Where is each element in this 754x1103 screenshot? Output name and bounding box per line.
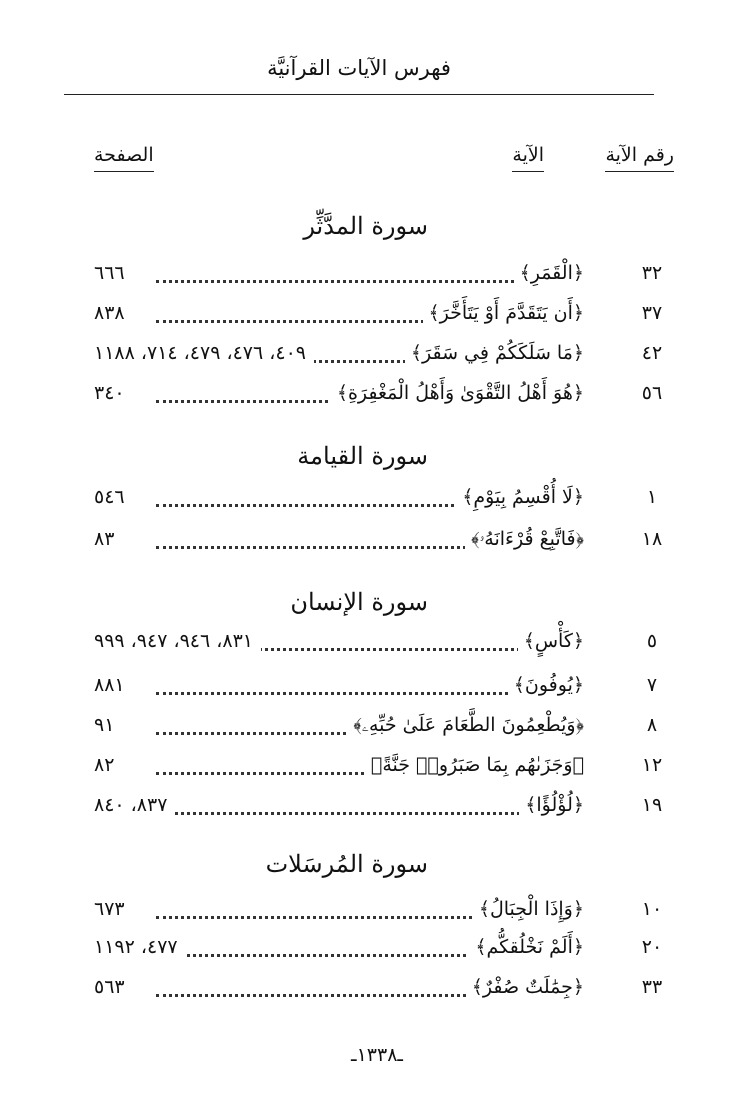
index-row (94, 528, 672, 558)
page-references: ٨٢ (94, 754, 122, 776)
verse-number: ٣٣ (641, 976, 663, 998)
index-row (94, 898, 672, 928)
column-header-verse-number: رقم الآية (605, 144, 674, 172)
page-number: ـ١٣٣٨ـ (351, 1044, 403, 1066)
index-row (94, 382, 672, 412)
verse-text: ﴿فَاتَّبِعْ قُرْءَانَهُۥ﴾ (465, 528, 584, 550)
verse-text: ﴿هُوَ أَهْلُ التَّقْوَىٰ وَأَهْلُ الْمَغْفِرَةِ﴾ (331, 382, 584, 404)
dot-leader (156, 692, 562, 695)
verse-text: ﴿كَأْسٍ﴾ (518, 630, 584, 652)
column-header-verse: الآية (512, 144, 544, 172)
surah-title: سورة المُرسَلات (265, 850, 428, 878)
verse-number: ٨ (646, 714, 658, 736)
index-row (94, 630, 672, 660)
verse-text: ﴿مَا سَلَكَكُمْ فِي سَقَرَ﴾ (405, 342, 584, 364)
verse-number: ١٨ (641, 528, 663, 550)
index-row (94, 936, 672, 966)
verse-number: ٧ (646, 674, 658, 696)
page-references: ٩١ (94, 714, 122, 736)
running-header: فهرس الآيات القرآنيَّة (267, 56, 451, 80)
index-row (94, 714, 672, 744)
page-references: ٤٠٩، ٤٧٦، ٤٧٩، ٧١٤، ١١٨٨ (94, 342, 314, 364)
index-row (94, 486, 672, 516)
page-references: ٦٧٣ (94, 898, 133, 920)
verse-number: ٢٠ (641, 936, 663, 958)
page-references: ٨٣ (94, 528, 122, 550)
page-references: ٣٤٠ (94, 382, 133, 404)
index-row (94, 302, 672, 332)
verse-number: ١٢ (641, 754, 663, 776)
surah-title: سورة الإنسان (290, 588, 428, 616)
verse-text: ﴿الْقَمَرِ﴾ (514, 262, 584, 284)
verse-number: ٤٢ (641, 342, 663, 364)
verse-number: ٥ (646, 630, 658, 652)
verse-text: ﴿لَا أُقْسِمُ بِيَوْمِ﴾ (456, 486, 584, 508)
verse-number: ٣٧ (641, 302, 663, 324)
page-references: ٨٣١، ٩٤٦، ٩٤٧، ٩٩٩ (94, 630, 261, 652)
verse-text: ﴿وَإِذَا الْجِبَالُ﴾ (473, 898, 584, 920)
index-row (94, 976, 672, 1006)
page-references: ٦٦٦ (94, 262, 133, 284)
index-row (94, 794, 672, 824)
page-references: ٨٣٧، ٨٤٠ (94, 794, 175, 816)
verse-text: ﴿وَجَزَىٰهُم بِمَا صَبَرُوا۟ جَنَّةً﴾ (365, 754, 584, 776)
index-row (94, 342, 672, 372)
dot-leader (156, 280, 562, 283)
header-rule (64, 94, 654, 95)
dot-leader (156, 812, 562, 815)
verse-number: ٥٦ (641, 382, 663, 404)
page-references: ٨٨١ (94, 674, 133, 696)
page-references: ٤٧٧، ١١٩٢ (94, 936, 186, 958)
page-references: ٨٣٨ (94, 302, 133, 324)
index-row (94, 754, 672, 784)
verse-text: ﴿أَن يَتَقَدَّمَ أَوْ يَتَأَخَّرَ﴾ (423, 302, 584, 324)
page-references: ٥٤٦ (94, 486, 133, 508)
verse-number: ١ (646, 486, 658, 508)
index-row (94, 674, 672, 704)
verse-text: ﴿وَيُطْعِمُونَ الطَّعَامَ عَلَىٰ حُبِّهِۦ﴾ (347, 714, 584, 736)
page-references: ٥٦٣ (94, 976, 133, 998)
verse-text: ﴿جِمَٰلَتٌ صُفْرٌ﴾ (466, 976, 584, 998)
verse-number: ١٠ (641, 898, 663, 920)
verse-text: ﴿أَلَمْ نَخْلُقكُّم﴾ (469, 936, 584, 958)
index-row (94, 262, 672, 292)
column-header-page: الصفحة (94, 144, 154, 172)
surah-title: سورة القيامة (297, 442, 428, 470)
verse-number: ٣٢ (641, 262, 663, 284)
surah-title: سورة المدَّثِّر (303, 212, 428, 240)
verse-text: ﴿لُؤْلُؤًا﴾ (519, 794, 584, 816)
verse-number: ١٩ (641, 794, 663, 816)
verse-text: ﴿يُوفُونَ﴾ (508, 674, 584, 696)
